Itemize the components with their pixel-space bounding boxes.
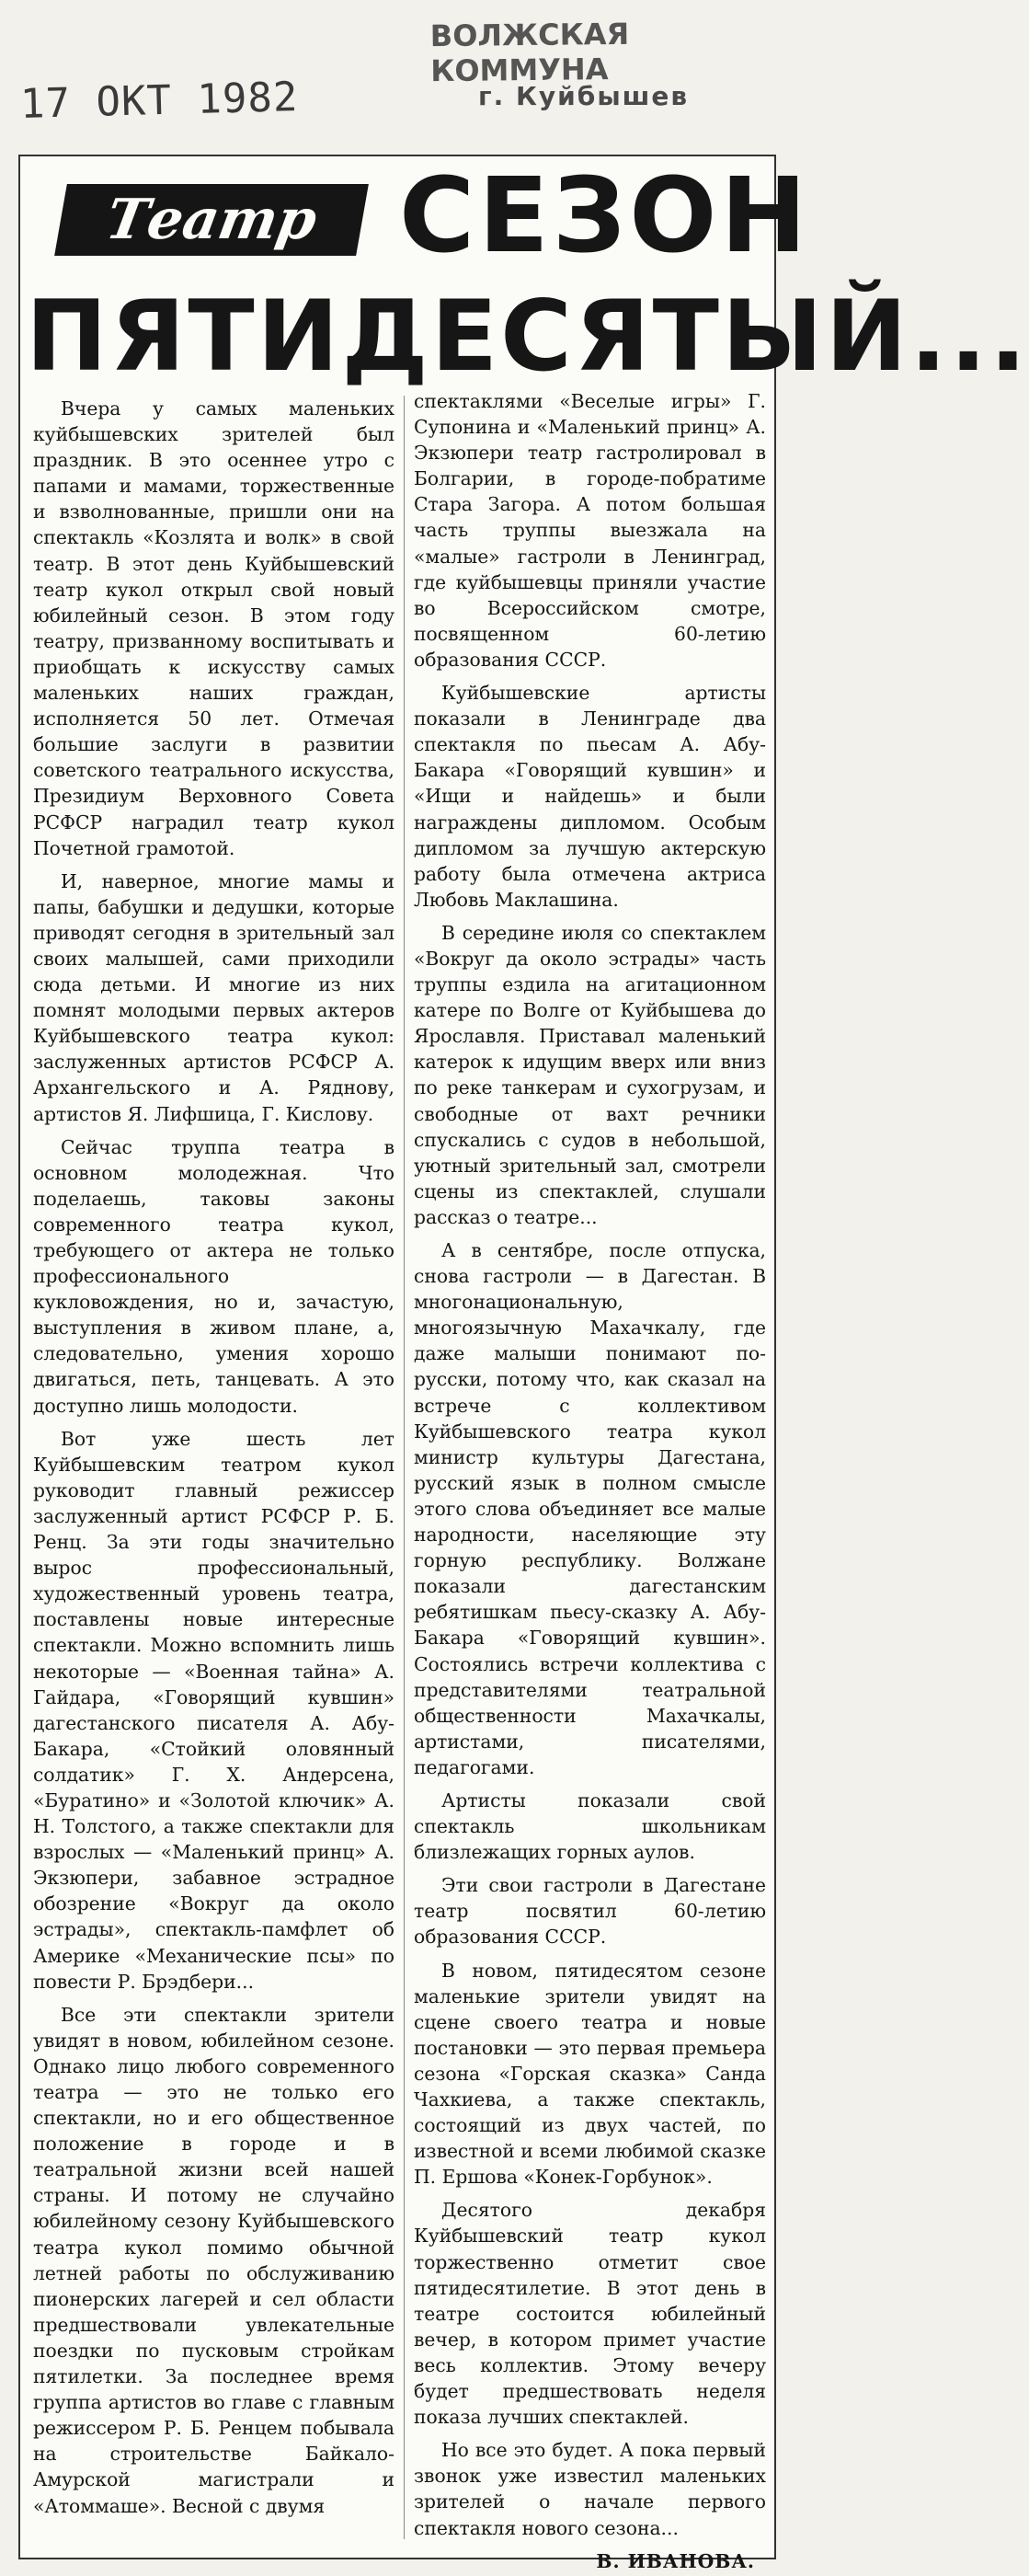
rubric-label: Театр [54, 184, 369, 256]
headline-line-1: СЕЗОН [399, 156, 811, 276]
paragraph: Вот уже шесть лет Куйбышевским театром кукол руководит главный режиссер заслуженный артист РСФСР Р. Б. Ренц. За эти годы значительно вырос профессиональный, художественный уровень театра, поставлены новые интересные спектакли. Можно вспомнить лишь некоторые — «Военная тайна» А. Гайдара, «Говорящий кувшин» дагестанского писателя А. Абу-Бакара, «Стойкий оловянный солдатик» Г. Х. Андерсена, «Буратино» и «Золотой ключик» А. Н. Толстого, а также спектакли для взрослых — «Маленький принц» А. Экзюпери, забавное эстрадное обозрение «Вокруг да около эстрады», спектакль-памфлет об Америке «Механические псы» по повести Р. Брэдбери... [33, 1427, 394, 1993]
paragraph: спектаклями «Веселые игры» Г. Супонина и «Маленький принц» А. Экзюпери театр гастролировал в Болгарии, в городе-побратиме Стара Загора. А потом большая часть труппы выезжала на «малые» гастроли в Ленинград, где куйбышевцы приняли участие во Всероссийском смотре, посвященном 60-летию образования СССР. [414, 390, 766, 671]
archive-date-stamp: 17 ОКТ 1982 [19, 74, 300, 128]
column-divider [404, 396, 405, 2539]
paragraph: Эти свои гастроли в Дагестане театр посвятил 60-летию образования СССР. [414, 1874, 766, 1949]
paragraph: Но все это будет. А пока первый звонок уже известил маленьких зрителей о начале первого спектакля нового сезона... [414, 2439, 766, 2539]
paragraph: Артисты показали свой спектакль школьникам близлежащих горных аулов. [414, 1788, 766, 1864]
article-column-right [414, 388, 766, 2574]
paragraph: Куйбышевские артисты показали в Ленинграде два спектакля по пьесам А. Абу-Бакара «Говорящий кувшин» и «Ищи и найдешь» и были награждены дипломом. Особым дипломом за лучшую актерскую работу была отмечена актриса Любовь Маклашина. [414, 682, 766, 911]
paragraph: Сейчас труппа театра в основном молодежная. Что поделаешь, таковы законы современного театра кукол, требующего от актера не только профессионального кукловождения, но и, зачастую, выступления в живом плане, а, следовательно, умения хорошо двигаться, петь, танцевать. А это доступно лишь молодости. [33, 1135, 394, 1417]
paragraph: Десятого декабря Куйбышевский театр кукол торжественно отметит свое пятидесятилетие. В этот день в театре состоится юбилейный вечер, в котором примет участие весь коллектив. Этому вечеру будет предшествовать неделя показа лучших спектаклей. [414, 2199, 766, 2429]
newspaper-city-stamp: г. Куйбышев [478, 81, 690, 111]
headline-line-2: ПЯТИДЕСЯТЫЙ... [26, 280, 1029, 393]
paragraph: Все эти спектакли зрители увидят в новом, юбилейном сезоне. Однако лицо любого современного театра — это не только его спектакли, но и его общественное положение в городе и в театральной жизни всей нашей страны. И потому не случайно юбилейному сезону Куйбышевского театра кукол помимо обычной летней работы по обслуживанию пионерских лагерей и сел области предшествовали увлекательные поездки по пусковым стройкам пятилетки. За последнее время группа артистов во главе с главным режиссером Р. Б. Ренцем побывала на строительстве Байкало-Амурской магистрали и «Атоммаше». Весной с двумя [33, 2003, 394, 2517]
paragraph: В середине июля со спектаклем «Вокруг да около эстрады» часть труппы ездила на агитационном катере по Волге от Куйбышева до Ярославля. Приставал маленький катерок к идущим вверх или вниз по реке танкерам и сухогрузам, и свободные от вахт речники спускались с судов в небольшой, уютный зрительный зал, смотрели сцены из спектаклей, слушали рассказ о театре... [414, 921, 766, 1228]
article-column-left [33, 396, 394, 2526]
newspaper-name-stamp: ВОЛЖСКАЯ КОММУНА [429, 16, 630, 89]
paragraph: А в сентябре, после отпуска, снова гастроли — в Дагестан. В многонациональную, многоязычную Махачкалу, где даже малыши понимают по-русски, потому что, как сказал на встрече с коллективом Куйбышевского театра кукол министр культуры Дагестана, русский язык в полном смысле этого слова объединяет все малые народности, населяющие эту горную республику. Волжане показали дагестанским ребятишкам пьесу-сказку А. Абу-Бакара «Говорящий кувшин». Состоялись встречи коллектива с представителями театральной общественности Махачкалы, артистами, писателями, педагогами. [414, 1239, 766, 1778]
paragraph: В новом, пятидесятом сезоне маленькие зрители увидят на сцене своего театра и новые постановки — это первая премьера сезона «Горская сказка» Санда Чахкиева, а также спектакль, состоящий из двух частей, по известной и всеми любимой сказке П. Ершова «Конек-Горбунок». [414, 1959, 766, 2189]
paragraph: И, наверное, многие мамы и папы, бабушки и дедушки, которые приводят сегодня в зрительный зал своих малышей, сами приходили сюда детьми. И многие из них помнят молодыми первых актеров Куйбышевского театра кукол: заслуженных артистов РСФСР А. Архангельского и А. Ряднову, артистов Я. Лифшица, Г. Кислову. [33, 869, 394, 1125]
paragraph: Вчера у самых маленьких куйбышевских зрителей был праздник. В это осеннее утро с папами и мамами, торжественные и взволнованные, пришли они на спектакль «Козлята и волк» в свой театр. В этот день Куйбышевский театр кукол открыл свой новый юбилейный сезон. В этом году театру, призванному воспитывать и приобщать к искусству самых маленьких наших граждан, исполняется 50 лет. Отмечая большие заслуги в развитии советского театрального искусства, Президиум Верховного Совета РСФСР наградил театр кукол Почетной грамотой. [33, 397, 394, 859]
author-signature: В. ИВАНОВА. [596, 2549, 755, 2572]
